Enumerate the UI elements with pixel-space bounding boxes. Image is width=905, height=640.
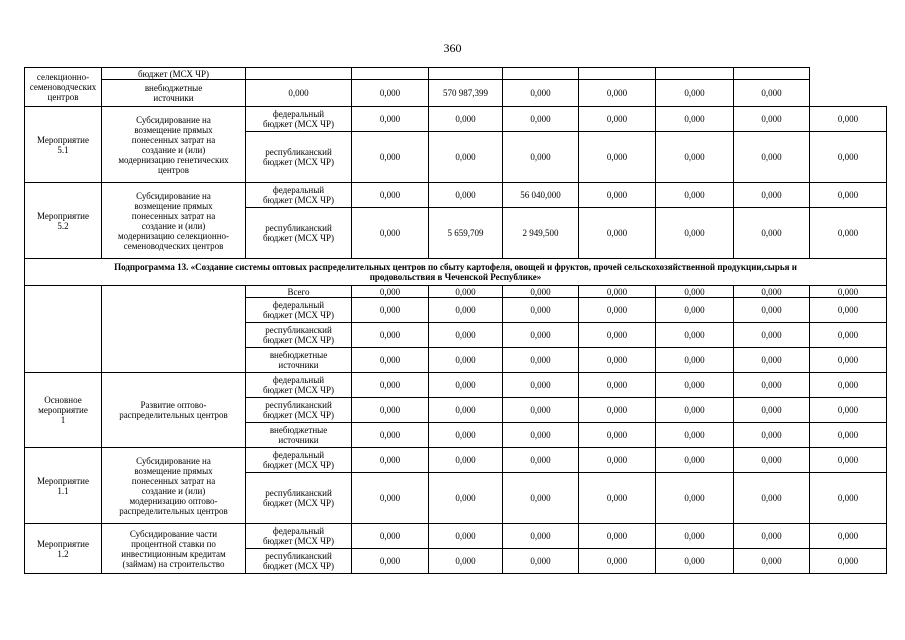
funding-source-cell: [246, 473, 352, 524]
funding-source-cell: [246, 398, 352, 423]
subprogram-header: [25, 259, 887, 286]
table-row: [25, 183, 887, 208]
funding-source-cell: [102, 80, 246, 107]
funding-source-cell: [246, 298, 352, 323]
cell-line: 1: [60, 415, 66, 425]
value-cell: 0,000: [503, 549, 579, 574]
value-cell: 0,000: [734, 183, 810, 208]
cell-line: 1.2: [57, 548, 69, 559]
cell-line: внебюджетные: [144, 83, 203, 93]
funding-source-cell: [246, 107, 352, 132]
cell-line: создание и (или): [141, 220, 206, 231]
value-cell: 0,000: [579, 373, 656, 398]
measure-name-cell: [102, 183, 246, 259]
value-cell: 0,000: [810, 107, 887, 132]
value-cell: 0,000: [429, 323, 503, 348]
value-cell: 0,000: [429, 423, 503, 448]
measure-id-cell: [25, 448, 102, 524]
value-cell: 0,000: [810, 448, 887, 473]
cell-line: источники: [278, 360, 319, 370]
value-cell: 5 659,709: [429, 208, 503, 259]
value-cell: 0,000: [246, 80, 352, 107]
cell-line: семеноводческих центров: [123, 240, 224, 251]
value-cell: 0,000: [579, 524, 656, 549]
table-row: [25, 259, 887, 286]
cell-line: бюджет (МСХ ЧР): [262, 310, 335, 320]
value-cell: 0,000: [734, 286, 810, 298]
cell-line: республиканский: [265, 325, 332, 335]
cell-line: Субсидирование на: [136, 190, 211, 201]
cell-line: 5.1: [57, 144, 69, 155]
table-row: [25, 107, 887, 132]
value-cell: 0,000: [352, 348, 429, 373]
value-cell: 0,000: [656, 473, 734, 524]
cell-line: возмещение прямых: [134, 124, 213, 135]
funding-source-cell: [246, 183, 352, 208]
value-cell: 0,000: [810, 208, 887, 259]
value-cell: 0,000: [352, 473, 429, 524]
value-cell: 0,000: [429, 183, 503, 208]
value-cell: 0,000: [503, 348, 579, 373]
value-cell: 0,000: [656, 132, 734, 183]
value-cell: 0,000: [352, 323, 429, 348]
value-cell: 0,000: [429, 348, 503, 373]
value-cell: 0,000: [503, 298, 579, 323]
cell-line: распределительных центров: [119, 505, 228, 516]
cell-line: понесенных затрат на: [131, 475, 216, 486]
cell-line: бюджет (МСХ ЧР): [262, 536, 335, 546]
value-cell: 0,000: [810, 473, 887, 524]
value-cell: 0,000: [656, 398, 734, 423]
cell-line: семеноводческих центров: [29, 82, 97, 102]
value-cell: 0,000: [352, 298, 429, 323]
cell-line: внебюджетные: [269, 425, 328, 435]
cell-line: бюджет (МСХ ЧР): [262, 498, 335, 508]
value-cell: 0,000: [734, 348, 810, 373]
cell-line: бюджет (МСХ ЧР): [262, 460, 335, 470]
cell-line: Мероприятие: [37, 134, 89, 145]
value-cell: 0,000: [810, 348, 887, 373]
value-cell: 0,000: [734, 398, 810, 423]
value-cell: 0,000: [429, 448, 503, 473]
value-cell: 0,000: [352, 423, 429, 448]
value-cell: 0,000: [579, 323, 656, 348]
value-cell: 0,000: [503, 373, 579, 398]
cell-line: модернизацию генетических: [118, 154, 229, 165]
cell-line: федеральный: [272, 450, 325, 460]
cell-line: Субсидирование на: [136, 114, 211, 125]
cell-line: республиканский: [265, 400, 332, 410]
value-cell: 0,000: [656, 208, 734, 259]
value-cell: 0,000: [734, 323, 810, 348]
empty-cell: [352, 68, 429, 80]
value-cell: 0,000: [503, 132, 579, 183]
measure-id-cell: [25, 183, 102, 259]
value-cell: 0,000: [656, 423, 734, 448]
value-cell: 0,000: [656, 323, 734, 348]
funding-source-cell: [246, 423, 352, 448]
value-cell: 0,000: [656, 298, 734, 323]
cell-line: источники: [153, 93, 194, 103]
cell-line: возмещение прямых: [134, 200, 213, 211]
cell-line: бюджет (МСХ ЧР): [262, 195, 335, 205]
cell-line: селекционно-: [36, 72, 90, 82]
measure-name-cell: [102, 286, 246, 373]
cell-line: Подпрограмма 13. «Создание системы оптовых распределительных центров по сбыту картофеля, овощей и фруктов, прочей сельскохозяйственной продукции,сырья и: [114, 262, 797, 272]
value-cell: 0,000: [579, 348, 656, 373]
table-row: [25, 286, 887, 298]
cell-line: бюджет (МСХ ЧР): [262, 233, 335, 243]
value-cell: 0,000: [656, 448, 734, 473]
value-cell: 0,000: [352, 80, 429, 107]
value-cell: 0,000: [579, 549, 656, 574]
value-cell: 0,000: [503, 80, 579, 107]
measure-name-cell: [102, 524, 246, 574]
budget-table: [24, 67, 887, 574]
cell-line: бюджет (МСХ ЧР): [262, 385, 335, 395]
cell-line: бюджет (МСХ ЧР): [262, 561, 335, 571]
value-cell: 0,000: [429, 298, 503, 323]
value-cell: 0,000: [503, 323, 579, 348]
value-cell: 0,000: [810, 323, 887, 348]
value-cell: 0,000: [579, 448, 656, 473]
value-cell: 0,000: [352, 286, 429, 298]
value-cell: 0,000: [810, 373, 887, 398]
empty-cell: [734, 68, 810, 80]
cell-line: Мероприятие: [37, 538, 89, 549]
cell-line: федеральный: [272, 109, 325, 119]
value-cell: 0,000: [579, 473, 656, 524]
empty-cell: [246, 68, 352, 80]
cell-line: центров: [158, 164, 189, 175]
funding-source-cell: Всего: [246, 286, 352, 298]
value-cell: 0,000: [352, 549, 429, 574]
cell-line: Мероприятие: [37, 475, 89, 486]
value-cell: 0,000: [352, 183, 429, 208]
value-cell: 0,000: [579, 107, 656, 132]
measure-id-cell: [25, 373, 102, 448]
value-cell: 0,000: [810, 398, 887, 423]
cell-line: бюджет (МСХ ЧР): [262, 157, 335, 167]
cell-line: понесенных затрат на: [131, 134, 216, 145]
funding-source-cell: [246, 323, 352, 348]
value-cell: 0,000: [429, 373, 503, 398]
value-cell: 0,000: [429, 107, 503, 132]
cell-line: Развитие оптово-: [140, 400, 207, 410]
value-cell: 0,000: [734, 208, 810, 259]
value-cell: 0,000: [656, 348, 734, 373]
value-cell: 0,000: [579, 398, 656, 423]
value-cell: 0,000: [429, 132, 503, 183]
value-cell: 0,000: [810, 423, 887, 448]
cell-line: Субсидирование части: [129, 528, 218, 539]
cell-line: создание и (или): [141, 144, 206, 155]
cell-line: республиканский: [265, 223, 332, 233]
value-cell: 0,000: [503, 107, 579, 132]
value-cell: 0,000: [734, 132, 810, 183]
cell-line: федеральный: [272, 526, 325, 536]
funding-source-cell: [246, 448, 352, 473]
value-cell: 2 949,500: [503, 208, 579, 259]
table-row: [25, 80, 887, 107]
value-cell: 0,000: [503, 473, 579, 524]
cell-line: 1.1: [57, 485, 69, 496]
value-cell: 0,000: [734, 549, 810, 574]
value-cell: 0,000: [656, 524, 734, 549]
cell-line: федеральный: [272, 300, 325, 310]
value-cell: 0,000: [429, 524, 503, 549]
cell-line: понесенных затрат на: [131, 210, 216, 221]
value-cell: 0,000: [656, 80, 734, 107]
cell-line: мероприятие: [38, 405, 88, 415]
measure-id-cell: [25, 107, 102, 183]
value-cell: 0,000: [579, 208, 656, 259]
value-cell: 0,000: [810, 132, 887, 183]
value-cell: 0,000: [810, 298, 887, 323]
value-cell: 56 040,000: [503, 183, 579, 208]
value-cell: 0,000: [810, 549, 887, 574]
value-cell: 0,000: [579, 183, 656, 208]
value-cell: 0,000: [503, 448, 579, 473]
cell-line: распределительных центров: [119, 410, 228, 420]
table-row: [25, 524, 887, 549]
value-cell: 0,000: [810, 524, 887, 549]
value-cell: 0,000: [810, 183, 887, 208]
funding-source-cell: [102, 68, 246, 80]
value-cell: 0,000: [734, 80, 810, 107]
measure-id-cell: [25, 68, 102, 107]
measure-name-cell: [102, 107, 246, 183]
cell-line: бюджет (МСХ ЧР): [262, 119, 335, 129]
value-cell: 0,000: [734, 448, 810, 473]
table-row: [25, 68, 887, 80]
cell-line: республиканский: [265, 551, 332, 561]
value-cell: 0,000: [734, 298, 810, 323]
value-cell: 0,000: [656, 107, 734, 132]
table-row: [25, 448, 887, 473]
cell-line: бюджет (МСХ ЧР): [262, 335, 335, 345]
cell-line: создание и (или): [141, 485, 206, 496]
cell-line: инвестиционным кредитам: [121, 548, 226, 559]
value-cell: 0,000: [352, 107, 429, 132]
value-cell: 0,000: [734, 373, 810, 398]
value-cell: 0,000: [656, 183, 734, 208]
empty-cell: [429, 68, 503, 80]
value-cell: 0,000: [656, 549, 734, 574]
value-cell: 0,000: [579, 286, 656, 298]
funding-source-cell: [246, 348, 352, 373]
value-cell: 0,000: [734, 423, 810, 448]
cell-line: Субсидирование на: [136, 455, 211, 466]
empty-cell: [656, 68, 734, 80]
funding-source-cell: [246, 524, 352, 549]
cell-line: бюджет (МСХ ЧР): [262, 410, 335, 420]
cell-line: 5.2: [57, 220, 69, 231]
value-cell: 0,000: [503, 524, 579, 549]
cell-line: источники: [278, 435, 319, 445]
value-cell: 0,000: [429, 286, 503, 298]
funding-source-cell: [246, 549, 352, 574]
value-cell: 0,000: [352, 398, 429, 423]
value-cell: 0,000: [352, 448, 429, 473]
value-cell: 0,000: [503, 286, 579, 298]
value-cell: 0,000: [503, 423, 579, 448]
measure-id-cell: [25, 286, 102, 373]
table-row: [25, 373, 887, 398]
measure-name-cell: [102, 373, 246, 448]
cell-line: бюджет (МСХ ЧР): [137, 68, 210, 79]
value-cell: 0,000: [810, 286, 887, 298]
empty-cell: [503, 68, 579, 80]
measure-id-cell: [25, 524, 102, 574]
value-cell: 0,000: [352, 132, 429, 183]
funding-source-cell: [246, 132, 352, 183]
cell-line: возмещение прямых: [134, 465, 213, 476]
value-cell: 0,000: [734, 524, 810, 549]
value-cell: 0,000: [656, 373, 734, 398]
cell-line: модернизацию оптово-: [129, 495, 218, 506]
value-cell: 0,000: [734, 107, 810, 132]
value-cell: 0,000: [503, 398, 579, 423]
value-cell: 0,000: [734, 473, 810, 524]
value-cell: 0,000: [429, 398, 503, 423]
cell-line: федеральный: [272, 375, 325, 385]
value-cell: 0,000: [429, 473, 503, 524]
value-cell: 0,000: [429, 549, 503, 574]
cell-line: республиканский: [265, 147, 332, 157]
funding-source-cell: [246, 373, 352, 398]
cell-line: республиканский: [265, 488, 332, 498]
measure-name-cell: [102, 448, 246, 524]
value-cell: 0,000: [579, 80, 656, 107]
value-cell: 570 987,399: [429, 80, 503, 107]
value-cell: 0,000: [579, 423, 656, 448]
value-cell: 0,000: [352, 524, 429, 549]
value-cell: 0,000: [579, 132, 656, 183]
page-number: 360: [443, 41, 462, 55]
cell-line: процентной ставки по: [131, 538, 216, 549]
cell-line: федеральный: [272, 185, 325, 195]
funding-source-cell: [246, 208, 352, 259]
empty-cell: [579, 68, 656, 80]
value-cell: 0,000: [352, 373, 429, 398]
value-cell: 0,000: [656, 286, 734, 298]
cell-line: Мероприятие: [37, 210, 89, 221]
cell-line: Основное: [44, 395, 82, 405]
value-cell: 0,000: [579, 298, 656, 323]
cell-line: модернизацию селекционно-: [117, 230, 230, 241]
cell-line: внебюджетные: [269, 350, 328, 360]
cell-line: продовольствия в Чеченской Республике»: [369, 272, 542, 282]
cell-line: (займам) на строительство: [122, 558, 225, 569]
value-cell: 0,000: [352, 208, 429, 259]
